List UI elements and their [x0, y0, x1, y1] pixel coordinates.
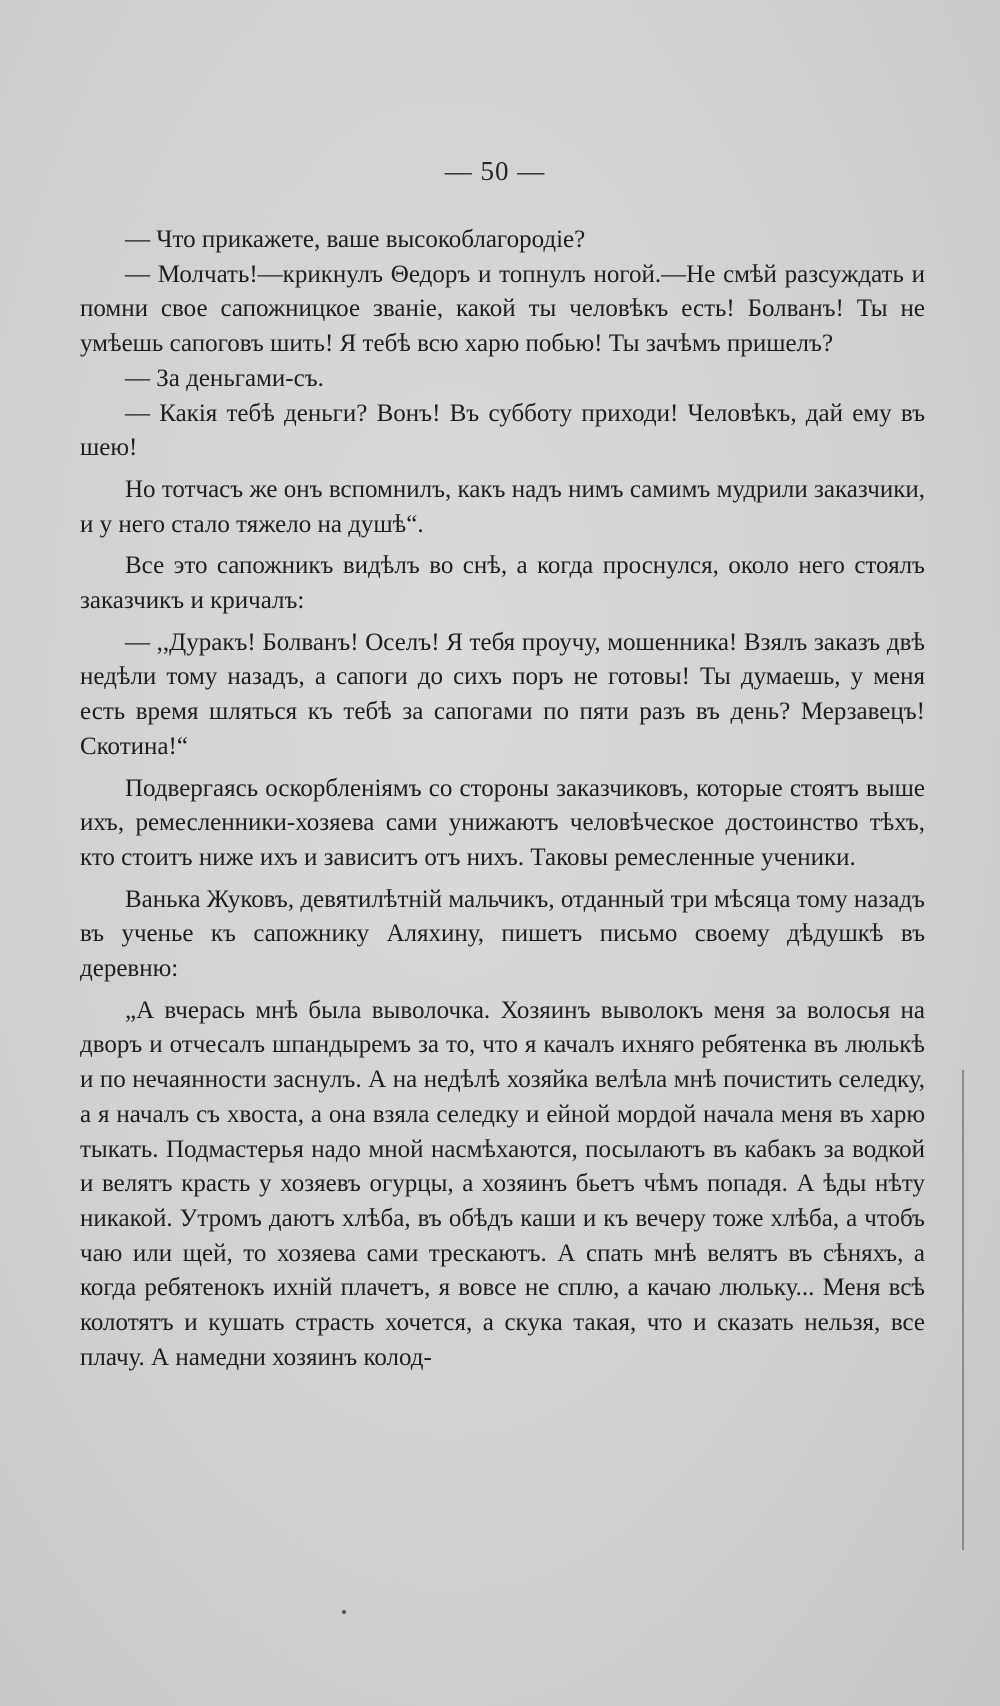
paragraph: Все это сапожникъ видѣлъ во снѣ, а когда проснулся, около него стоялъ заказчикъ и кричалъ:	[80, 552, 925, 615]
paragraph: Подвергаясь оскорбленіямъ со стороны заказчиковъ, которые стоятъ выше ихъ, ремесленники-хозяева сами унижаютъ человѣческое достоинство тѣхъ, кто стоитъ ниже ихъ и зависитъ отъ нихъ. Таковы ремесленные ученики.	[80, 774, 925, 871]
paragraph: — За деньгами-съ.	[125, 364, 324, 392]
page-number: — 50 —	[444, 156, 546, 186]
page-edge-mark	[962, 1070, 964, 1550]
paragraph: — Что прикажете, ваше высокоблагородіе?	[125, 226, 586, 253]
paragraph: „А вчерась мнѣ была выволочка. Хозяинъ выволокъ меня за волосья на дворъ и отчесалъ шпандыремъ за то, что я качалъ ихняго ребятенка въ люлькѣ и по нечаянности заснулъ. А на недѣлѣ хозяйка велѣла мнѣ почистить селедку, а я началъ съ хвоста, а она взяла селедку и ейной мордой начала меня въ харю тыкать. Подмастерья надо мной насмѣхаются, посылаютъ въ кабакъ за водкой и велятъ красть у хозяевъ огурцы, а хозяинъ бьетъ чѣмъ попадя. А ѣды нѣту никакой. Утромъ даютъ хлѣба, въ обѣдъ каши и къ вечеру тоже хлѣба, а чтобъ чаю или щей, то хозяева сами трескаютъ. А спать мнѣ велятъ въ сѣняхъ, а когда ребятенокъ ихній плачетъ, я вовсе не сплю, а качаю люльку... Меня всѣ колотятъ и кушать страсть хочется, а скука такая, что и сказать нельзя, все плачу. А намедни хозяинъ колод-	[80, 996, 925, 1371]
paragraph: — Молчать!—крикнулъ Θедоръ и топнулъ ногой.—Не смѣй разсуждать и помни свое сапожницкое званіе, какой ты человѣкъ есть! Болванъ! Ты не умѣешь сапоговъ шить! Я тебѣ всю харю побью! Ты зачѣмъ пришелъ?	[80, 260, 925, 358]
paragraph: — Какія тебѣ деньги? Вонъ! Въ субботу приходи! Человѣкъ, дай ему въ шею!	[80, 399, 925, 462]
body-text	[80, 223, 925, 1376]
paragraph: Но тотчасъ же онъ вспомнилъ, какъ надъ нимъ самимъ мудрили заказчики, и у него стало тяжело на душѣ“.	[80, 475, 925, 538]
paper-speck	[342, 1610, 346, 1614]
paragraph: — ,,Дуракъ! Болванъ! Оселъ! Я тебя проучу, мошенника! Взялъ заказъ двѣ недѣли тому назадъ, а сапоги до сихъ поръ не готовы! Ты думаешь, у меня есть время шляться къ тебѣ за сапогами по пяти разъ въ день? Мерзавецъ! Скотина!“	[80, 628, 925, 760]
paragraph: Ванька Жуковъ, девятилѣтній мальчикъ, отданный три мѣсяца тому назадъ въ ученье къ сапожнику Аляхину, пишетъ письмо своему дѣдушкѣ въ деревню:	[80, 885, 925, 983]
